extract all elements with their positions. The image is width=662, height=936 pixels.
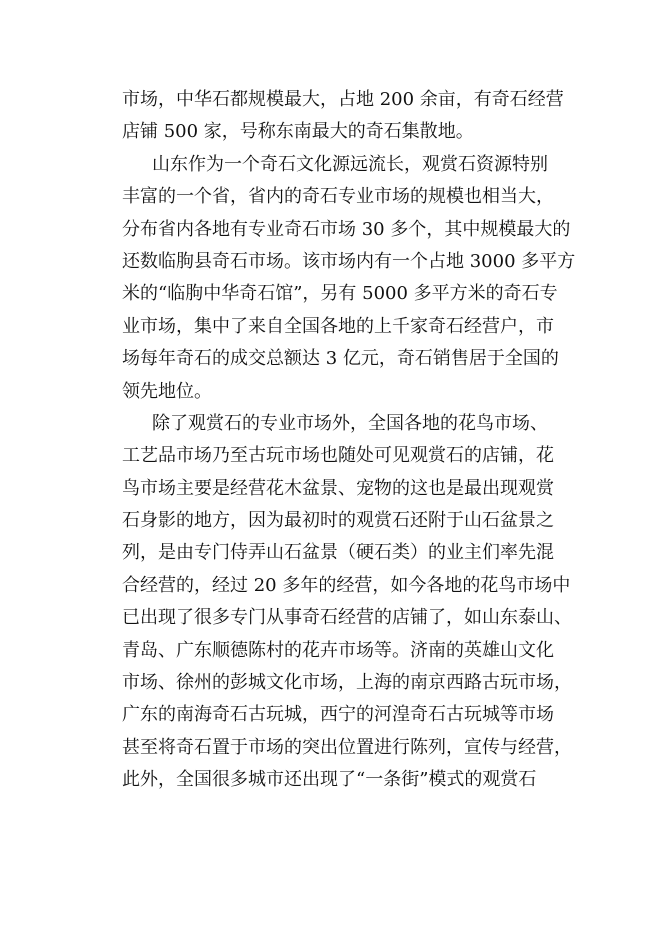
text-line: 合经营的，经过 20 多年的经营，如今各地的花鸟市场中 [122,574,571,596]
text-line: 工艺品市场乃至古玩市场也随处可见观赏石的店铺，花 [122,445,554,467]
text-line: 青岛、广东顺德陈村的花卉市场等。济南的英雄山文化 [122,639,554,661]
text-line: 米的“临朐中华奇石馆”，另有 5000 多平方米的奇石专 [122,283,558,305]
text-line: 此外，全国很多城市还出现了“一条街”模式的观赏石 [122,769,537,791]
text-line: 鸟市场主要是经营花木盆景、宠物的这也是最出现观赏 [122,477,554,499]
text-line: 丰富的一个省，省内的奇石专业市场的规模也相当大， [122,186,554,208]
text-line: 已出现了很多专门从事奇石经营的店铺了，如山东泰山、 [122,607,572,629]
text-line: 分布省内各地有专业奇石市场 30 多个，其中规模最大的 [122,218,571,240]
text-line: 市场，中华石都规模最大，占地 200 余亩，有奇石经营 [122,89,564,110]
paragraph-start-line: 除了观赏石的专业市场外，全国各地的花鸟市场、 [152,412,548,434]
text-line: 店铺 500 家，号称东南最大的奇石集散地。 [122,121,474,143]
text-line: 列，是由专门侍弄山石盆景（硬石类）的业主们率先混 [122,542,554,564]
text-line: 广东的南海奇石古玩城，西宁的河湟奇石古玩城等市场 [122,704,554,726]
text-line: 领先地位。 [122,380,212,402]
text-line: 石身影的地方，因为最初时的观赏石还附于山石盆景之 [122,510,554,532]
text-line: 甚至将奇石置于市场的突出位置进行陈列，宣传与经营， [122,736,572,758]
text-line: 业市场，集中了来自全国各地的上千家奇石经营户，市 [122,315,554,337]
text-line: 市场、徐州的彭城文化市场，上海的南京西路古玩市场， [122,672,572,694]
body-text [122,84,576,797]
text-line: 场每年奇石的成交总额达 3 亿元，奇石销售居于全国的 [122,348,559,370]
paragraph-start-line: 山东作为一个奇石文化源远流长，观赏石资源特别 [152,153,548,175]
text-line: 还数临朐县奇石市场。该市场内有一个占地 3000 多平方 [122,250,576,272]
